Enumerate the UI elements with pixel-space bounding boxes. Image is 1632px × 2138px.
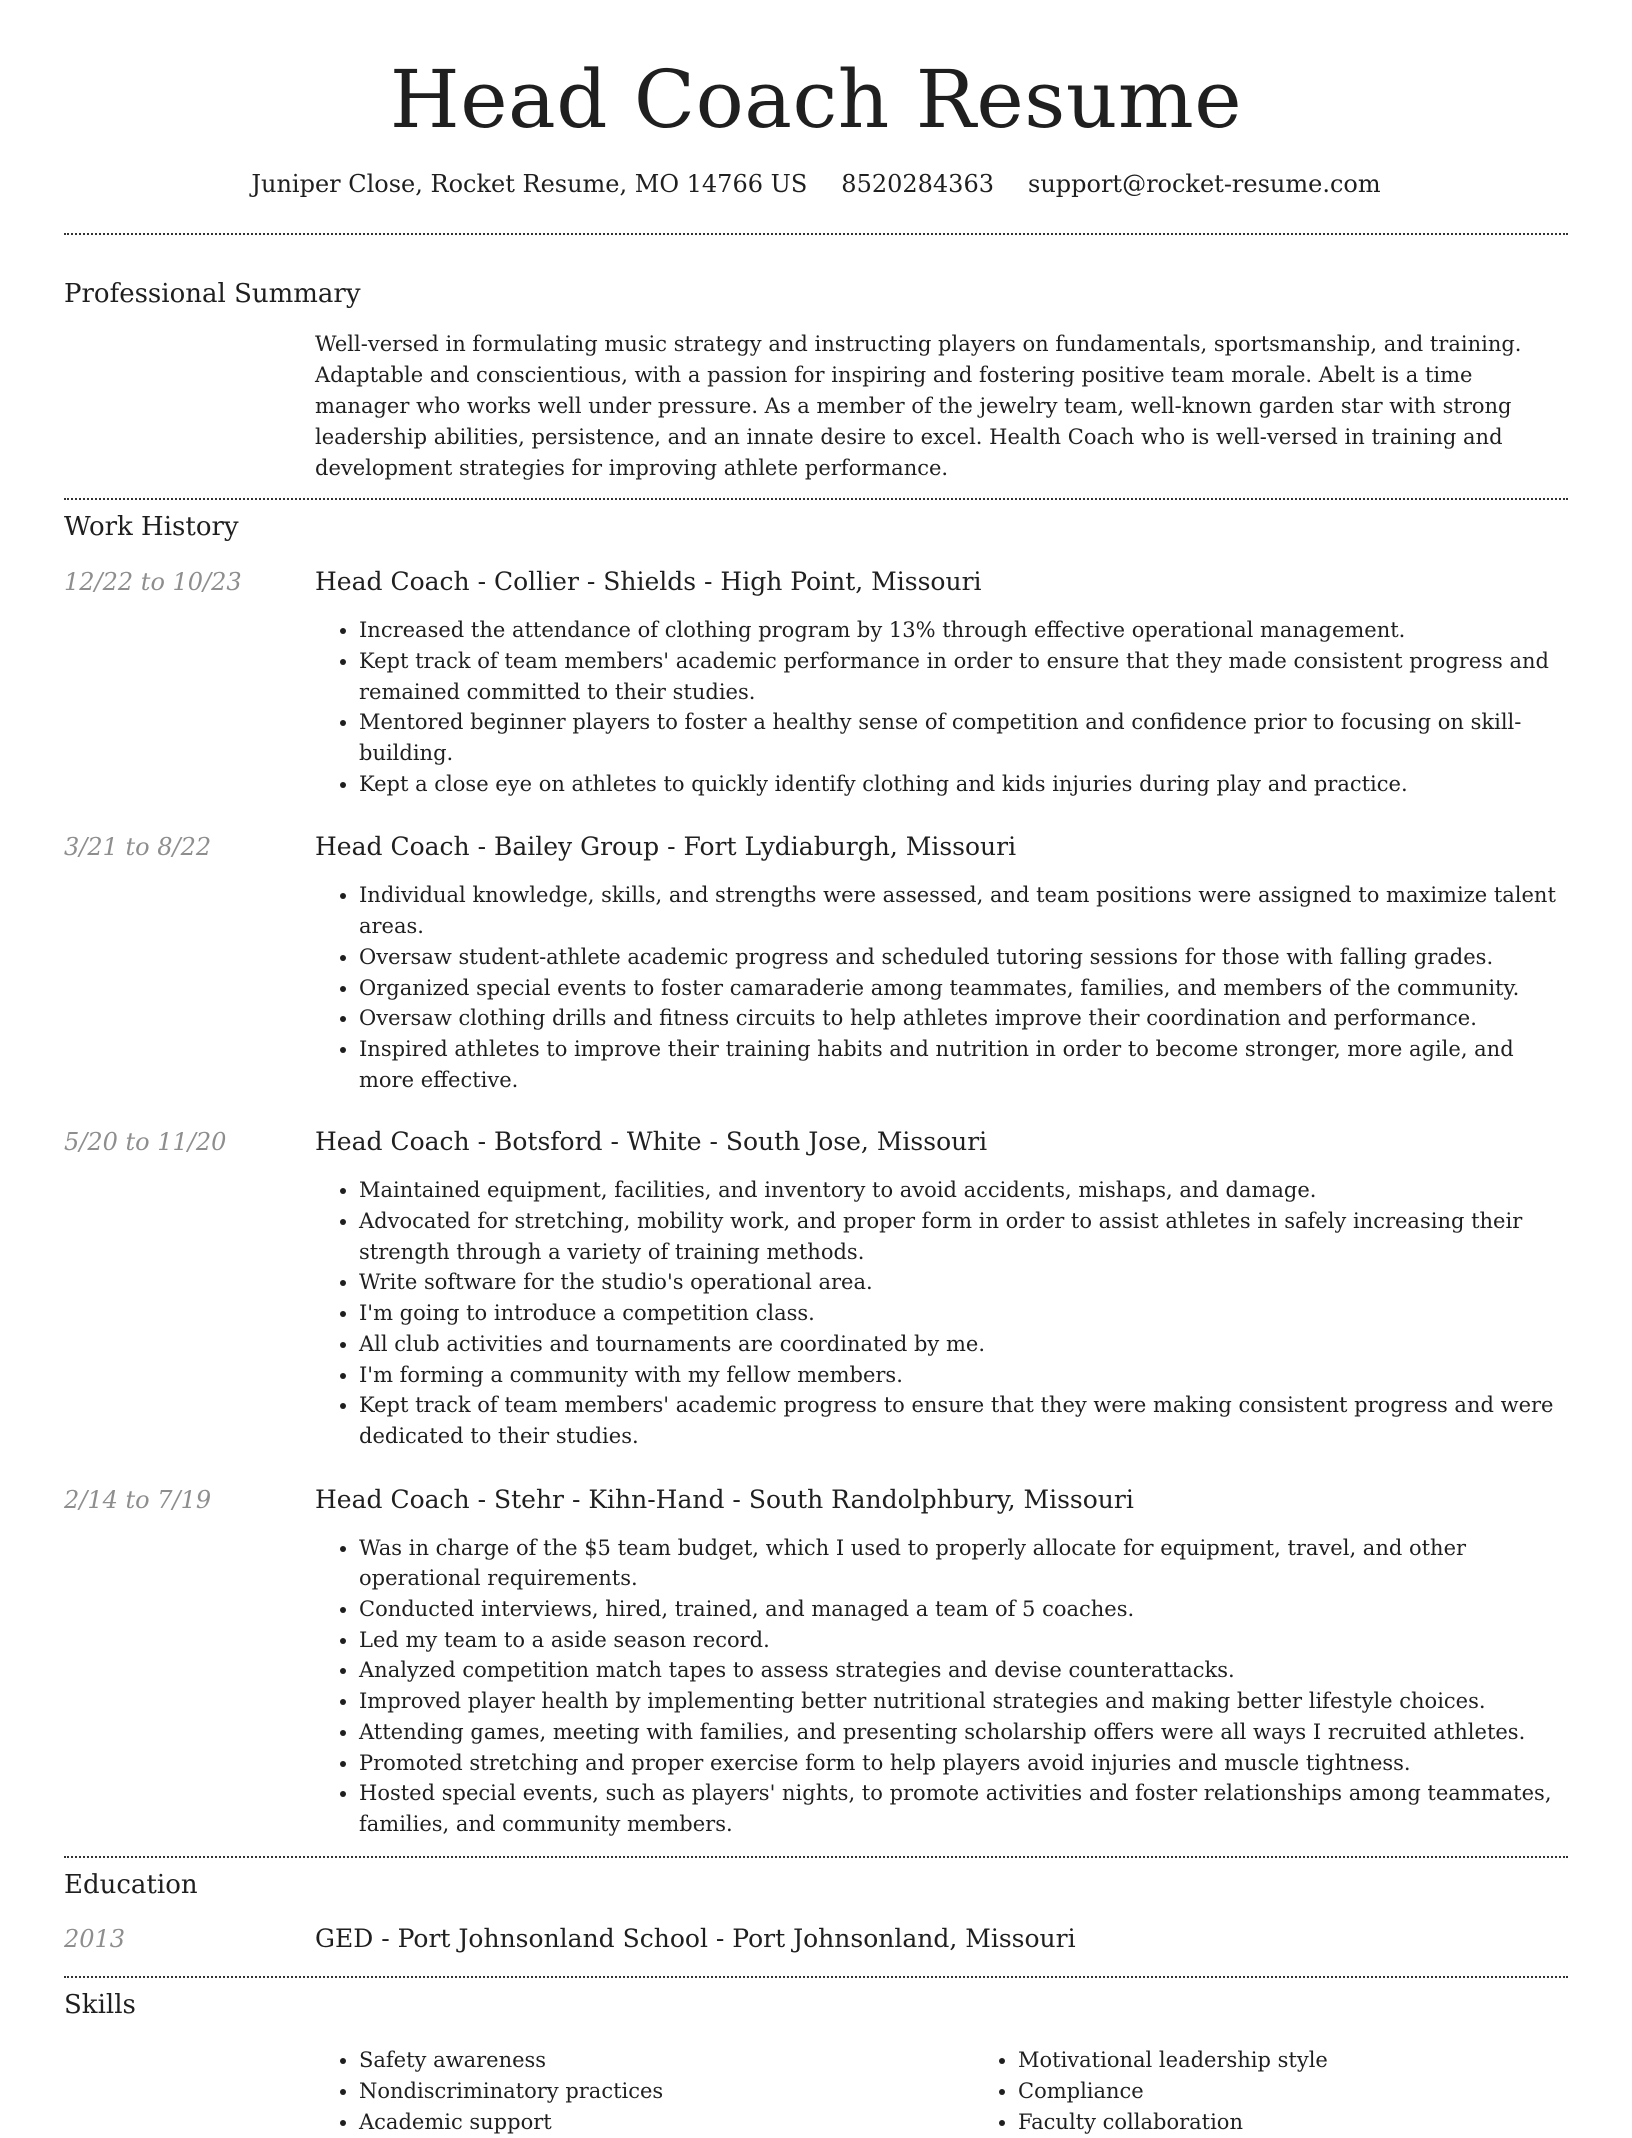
- job-title: Head Coach - Bailey Group - Fort Lydiaburgh, Missouri: [315, 832, 1017, 862]
- job-body: [315, 832, 1568, 1095]
- skills-column-2: [974, 2045, 1328, 2138]
- job-body: [315, 567, 1568, 799]
- summary-heading: Professional Summary: [64, 278, 361, 309]
- job-dates: 3/21 to 8/22: [64, 833, 212, 862]
- list-item: • Organized special events to foster camaraderie among teammates, families, and members of the community.: [359, 973, 1568, 1004]
- list-item: • Increased the attendance of clothing program by 13% through effective operational management.: [359, 615, 1568, 646]
- list-item: • Inspired athletes to improve their training habits and nutrition in order to become stronger, more agile, and more effective.: [359, 1034, 1568, 1095]
- work-heading: Work History: [64, 511, 239, 542]
- job-entry: [64, 1485, 1568, 1840]
- job-bullets: [315, 615, 1568, 799]
- skills-column-1: [315, 2045, 974, 2138]
- job-entry: [64, 567, 1568, 799]
- education-body: [315, 1924, 1568, 1954]
- contact-address: Juniper Close, Rocket Resume, MO 14766 US: [251, 170, 808, 198]
- job-bullets: [315, 1175, 1568, 1451]
- list-item: • Analyzed competition match tapes to assess strategies and devise counterattacks.: [359, 1655, 1568, 1686]
- list-item: • Kept track of team members' academic progress to ensure that they were making consistent progress and were dedicated to their studies.: [359, 1390, 1568, 1451]
- job-entry: [64, 1127, 1568, 1451]
- list-item: • I'm forming a community with my fellow members.: [359, 1360, 1568, 1391]
- list-item: • Nondiscriminatory practices: [359, 2076, 974, 2107]
- list-item: • Hosted special events, such as players' nights, to promote activities and foster relationships among teammates, families, and community members.: [359, 1778, 1568, 1839]
- education-entry: [64, 1924, 1568, 1954]
- list-item: • Academic support: [359, 2107, 974, 2138]
- list-item: • Mentored beginner players to foster a healthy sense of competition and confidence prior to focusing on skill-building.: [359, 707, 1568, 768]
- skills-heading: Skills: [64, 1989, 136, 2020]
- job-body: [315, 1485, 1568, 1840]
- list-item: • Promoted stretching and proper exercise form to help players avoid injuries and muscle tightness.: [359, 1748, 1568, 1779]
- divider: [64, 1856, 1568, 1858]
- list-item: • Led my team to a aside season record.: [359, 1625, 1568, 1656]
- contact-line: [0, 170, 1632, 199]
- divider: [64, 1976, 1568, 1978]
- job-bullets: [315, 880, 1568, 1095]
- job-title: Head Coach - Collier - Shields - High Point, Missouri: [315, 567, 982, 597]
- list-item: • Was in charge of the $5 team budget, which I used to properly allocate for equipment, travel, and other operational requirements.: [359, 1533, 1568, 1594]
- list-item: • Kept track of team members' academic performance in order to ensure that they made consistent progress and remained committed to their studies.: [359, 646, 1568, 707]
- list-item: • Advocated for stretching, mobility work, and proper form in order to assist athletes in safely increasing their strength through a variety of training methods.: [359, 1206, 1568, 1267]
- list-item: • Faculty collaboration: [1018, 2107, 1328, 2138]
- list-item: • Individual knowledge, skills, and strengths were assessed, and team positions were assigned to maximize talent areas.: [359, 880, 1568, 941]
- contact-email: support@rocket-resume.com: [1028, 170, 1381, 198]
- skills-list: [315, 2045, 1568, 2138]
- list-item: • Attending games, meeting with families, and presenting scholarship offers were all ways I recruited athletes.: [359, 1717, 1568, 1748]
- list-item: • Oversaw clothing drills and fitness circuits to help athletes improve their coordination and performance.: [359, 1003, 1568, 1034]
- list-item: • Write software for the studio's operational area.: [359, 1267, 1568, 1298]
- list-item: • Maintained equipment, facilities, and inventory to avoid accidents, mishaps, and damage.: [359, 1175, 1568, 1206]
- list-item: • Safety awareness: [359, 2045, 974, 2076]
- job-dates: 5/20 to 11/20: [64, 1128, 227, 1157]
- list-item: • I'm going to introduce a competition class.: [359, 1298, 1568, 1329]
- job-title: Head Coach - Stehr - Kihn-Hand - South Randolphbury, Missouri: [315, 1484, 1134, 1514]
- divider: [64, 233, 1568, 235]
- job-dates: 2/14 to 7/19: [64, 1485, 212, 1514]
- summary-text: Well-versed in formulating music strategy and instructing players on fundamentals, sportsmanship, and training. Adaptable and conscientious, with a passion for inspiring and fostering positive team morale. Abelt is a time manager who works well under pressure. As a member of the jewelry team, well-known garden star with strong leadership abilities, persistence, and an innate desire to excel. Health Coach who is well-versed in training and development strategies for improving athlete performance.: [315, 331, 1522, 480]
- list-item: • All club activities and tournaments are coordinated by me.: [359, 1329, 1568, 1360]
- job-bullets: [315, 1533, 1568, 1840]
- list-item: • Conducted interviews, hired, trained, and managed a team of 5 coaches.: [359, 1594, 1568, 1625]
- job-title: Head Coach - Botsford - White - South Jose, Missouri: [315, 1127, 988, 1157]
- list-item: • Oversaw student-athlete academic progress and scheduled tutoring sessions for those with falling grades.: [359, 942, 1568, 973]
- education-heading: Education: [64, 1869, 198, 1900]
- contact-phone: 8520284363: [841, 170, 994, 198]
- job-dates: 12/22 to 10/23: [64, 568, 242, 597]
- list-item: • Compliance: [1018, 2076, 1328, 2107]
- list-item: • Motivational leadership style: [1018, 2045, 1328, 2076]
- list-item: • Improved player health by implementing better nutritional strategies and making better lifestyle choices.: [359, 1686, 1568, 1717]
- education-year: 2013: [64, 1924, 126, 1953]
- resume-title: Head Coach Resume: [389, 53, 1243, 146]
- job-body: [315, 1127, 1568, 1451]
- education-title: GED - Port Johnsonland School - Port Johnsonland, Missouri: [315, 1923, 1076, 1953]
- job-entry: [64, 832, 1568, 1095]
- list-item: • Kept a close eye on athletes to quickly identify clothing and kids injuries during play and practice.: [359, 769, 1568, 800]
- divider: [64, 498, 1568, 500]
